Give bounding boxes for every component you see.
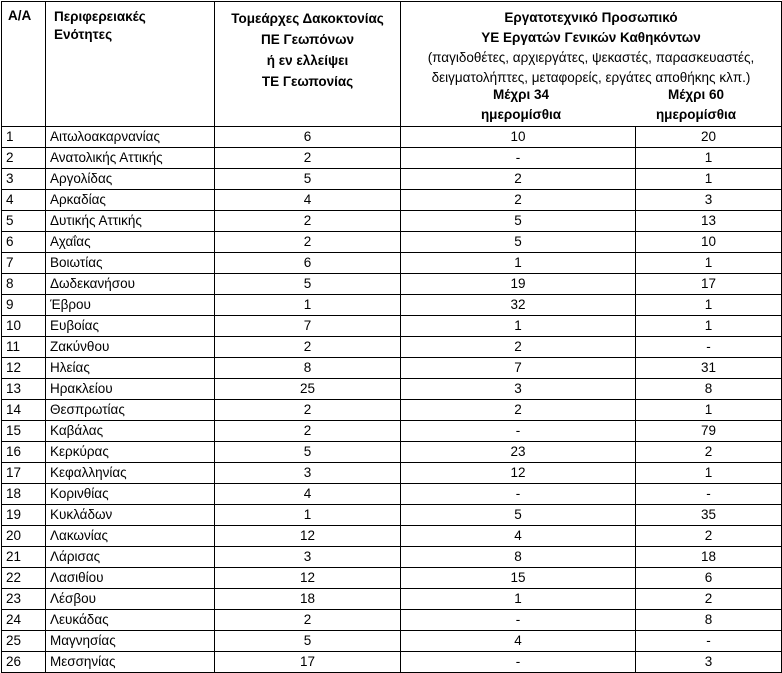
- region-name: Θεσπρωτίας: [46, 400, 215, 421]
- table-row: [2, 253, 782, 274]
- workers-up-to-60-count: 13: [636, 211, 782, 232]
- header-ye-workers: [401, 2, 782, 127]
- table-row: [2, 547, 782, 568]
- pe-supervisors-count: 3: [215, 463, 401, 484]
- row-number: 9: [2, 295, 46, 316]
- region-name: Αχαΐας: [46, 232, 215, 253]
- workers-up-to-34-count: 1: [401, 253, 636, 274]
- workers-up-to-60-count: 1: [636, 400, 782, 421]
- region-name: Βοιωτίας: [46, 253, 215, 274]
- workers-up-to-34-count: 7: [401, 358, 636, 379]
- header-pe-supervisors: [215, 2, 401, 127]
- workers-up-to-34-count: 1: [401, 589, 636, 610]
- workers-up-to-34-count: 10: [401, 127, 636, 148]
- workers-up-to-60-count: 2: [636, 526, 782, 547]
- header-region-line2: Ενότητες: [54, 27, 113, 42]
- region-name: Λάρισας: [46, 547, 215, 568]
- row-number: 7: [2, 253, 46, 274]
- region-name: Δυτικής Αττικής: [46, 211, 215, 232]
- header-region-line1: Περιφερειακές: [54, 9, 146, 24]
- workers-up-to-34-count: 3: [401, 379, 636, 400]
- workers-up-to-60-count: 1: [636, 316, 782, 337]
- table-row: [2, 526, 782, 547]
- row-number: 23: [2, 589, 46, 610]
- region-name: Ανατολικής Αττικής: [46, 148, 215, 169]
- table-row: [2, 589, 782, 610]
- header-row: [2, 2, 782, 127]
- header-60-line2: ημερομίσθια: [655, 107, 737, 122]
- row-number: 19: [2, 505, 46, 526]
- region-name: Λασιθίου: [46, 568, 215, 589]
- region-name: Μεσσηνίας: [46, 652, 215, 673]
- workers-up-to-60-count: 2: [636, 442, 782, 463]
- header-region: [46, 2, 215, 127]
- pe-supervisors-count: 5: [215, 442, 401, 463]
- region-name: Δωδεκανήσου: [46, 274, 215, 295]
- row-number: 24: [2, 610, 46, 631]
- table-row: [2, 316, 782, 337]
- pe-supervisors-count: 17: [215, 652, 401, 673]
- pe-supervisors-count: 2: [215, 400, 401, 421]
- workers-up-to-34-count: -: [401, 484, 636, 505]
- row-number: 3: [2, 169, 46, 190]
- pe-supervisors-count: 2: [215, 232, 401, 253]
- row-number: 21: [2, 547, 46, 568]
- table-row: [2, 169, 782, 190]
- region-name: Ευβοίας: [46, 316, 215, 337]
- table-row: [2, 190, 782, 211]
- region-name: Αιτωλοακαρνανίας: [46, 127, 215, 148]
- table-row: [2, 484, 782, 505]
- row-number: 11: [2, 337, 46, 358]
- table-row: [2, 337, 782, 358]
- region-name: Έβρου: [46, 295, 215, 316]
- header-ye-sub1: (παγιδοθέτες, αρχιεργάτες, ψεκαστές, παρασκευαστές,: [427, 50, 755, 65]
- header-pe-line4: ΤΕ Γεωπονίας: [261, 74, 354, 89]
- region-name: Κερκύρας: [46, 442, 215, 463]
- table-row: [2, 148, 782, 169]
- pe-supervisors-count: 2: [215, 610, 401, 631]
- workers-up-to-60-count: 8: [636, 610, 782, 631]
- table-row: [2, 379, 782, 400]
- workers-up-to-60-count: 35: [636, 505, 782, 526]
- region-name: Ηλείας: [46, 358, 215, 379]
- table-row: [2, 211, 782, 232]
- workers-up-to-34-count: 23: [401, 442, 636, 463]
- header-ye-line1: Εργατοτεχνικό Προσωπικό: [504, 10, 678, 25]
- workers-up-to-60-count: 2: [636, 589, 782, 610]
- pe-supervisors-count: 2: [215, 148, 401, 169]
- workers-up-to-60-count: 1: [636, 253, 782, 274]
- region-name: Λευκάδας: [46, 610, 215, 631]
- pe-supervisors-count: 2: [215, 211, 401, 232]
- header-34-line1: Μέχρι 34: [493, 87, 549, 102]
- header-up-to-34: [401, 85, 641, 125]
- workers-up-to-34-count: 19: [401, 274, 636, 295]
- workers-up-to-60-count: 3: [636, 652, 782, 673]
- row-number: 13: [2, 379, 46, 400]
- workers-up-to-60-count: 8: [636, 379, 782, 400]
- region-name: Ηρακλείου: [46, 379, 215, 400]
- region-name: Λακωνίας: [46, 526, 215, 547]
- region-name: Καβάλας: [46, 421, 215, 442]
- region-name: Αρκαδίας: [46, 190, 215, 211]
- workers-up-to-34-count: 1: [401, 316, 636, 337]
- pe-supervisors-count: 5: [215, 274, 401, 295]
- workers-up-to-34-count: 8: [401, 547, 636, 568]
- pe-supervisors-count: 2: [215, 421, 401, 442]
- workers-up-to-60-count: 1: [636, 295, 782, 316]
- workers-up-to-34-count: -: [401, 421, 636, 442]
- workers-up-to-34-count: 2: [401, 400, 636, 421]
- header-ye-line2: ΥΕ Εργατών Γενικών Καθηκόντων: [481, 30, 701, 45]
- pe-supervisors-count: 4: [215, 484, 401, 505]
- header-ye-sub2: δειγματολήπτες, μεταφορείς, εργάτες αποθήκης κλπ.): [431, 70, 751, 85]
- row-number: 16: [2, 442, 46, 463]
- header-no: Α/Α: [2, 2, 46, 127]
- table-row: [2, 358, 782, 379]
- workers-up-to-60-count: 17: [636, 274, 782, 295]
- workers-up-to-34-count: 4: [401, 631, 636, 652]
- row-number: 17: [2, 463, 46, 484]
- pe-supervisors-count: 7: [215, 316, 401, 337]
- row-number: 4: [2, 190, 46, 211]
- row-number: 18: [2, 484, 46, 505]
- table-row: [2, 295, 782, 316]
- workers-up-to-60-count: 10: [636, 232, 782, 253]
- pe-supervisors-count: 5: [215, 169, 401, 190]
- region-name: Κεφαλληνίας: [46, 463, 215, 484]
- workers-up-to-60-count: -: [636, 484, 782, 505]
- header-pe-line1: Τομεάρχες Δακοκτονίας: [231, 11, 384, 26]
- region-name: Αργολίδας: [46, 169, 215, 190]
- row-number: 2: [2, 148, 46, 169]
- workers-up-to-34-count: 15: [401, 568, 636, 589]
- table-row: [2, 127, 782, 148]
- workers-up-to-60-count: 6: [636, 568, 782, 589]
- pe-supervisors-count: 12: [215, 526, 401, 547]
- pe-supervisors-count: 4: [215, 190, 401, 211]
- workers-up-to-34-count: 2: [401, 337, 636, 358]
- row-number: 14: [2, 400, 46, 421]
- header-60-line1: Μέχρι 60: [668, 87, 724, 102]
- pe-supervisors-count: 18: [215, 589, 401, 610]
- workers-up-to-60-count: 18: [636, 547, 782, 568]
- row-number: 5: [2, 211, 46, 232]
- table-row: [2, 610, 782, 631]
- pe-supervisors-count: 6: [215, 127, 401, 148]
- region-name: Κυκλάδων: [46, 505, 215, 526]
- row-number: 22: [2, 568, 46, 589]
- table-row: [2, 421, 782, 442]
- workers-up-to-60-count: 31: [636, 358, 782, 379]
- row-number: 8: [2, 274, 46, 295]
- table-row: [2, 400, 782, 421]
- workers-up-to-60-count: 20: [636, 127, 782, 148]
- header-pe-line3: ή εν ελλείψει: [266, 53, 349, 68]
- table-row: [2, 652, 782, 673]
- pe-supervisors-count: 8: [215, 358, 401, 379]
- pe-supervisors-count: 25: [215, 379, 401, 400]
- header-34-line2: ημερομίσθια: [480, 107, 562, 122]
- row-number: 10: [2, 316, 46, 337]
- header-ye-subcolumns: [401, 85, 781, 125]
- table-row: [2, 442, 782, 463]
- workers-up-to-60-count: 1: [636, 148, 782, 169]
- region-name: Μαγνησίας: [46, 631, 215, 652]
- region-name: Λέσβου: [46, 589, 215, 610]
- pe-supervisors-count: 3: [215, 547, 401, 568]
- workers-up-to-34-count: 5: [401, 505, 636, 526]
- row-number: 1: [2, 127, 46, 148]
- region-name: Κορινθίας: [46, 484, 215, 505]
- workers-up-to-60-count: 79: [636, 421, 782, 442]
- table-row: [2, 232, 782, 253]
- workers-up-to-34-count: 5: [401, 232, 636, 253]
- header-up-to-60: [623, 85, 769, 125]
- pe-supervisors-count: 2: [215, 337, 401, 358]
- row-number: 15: [2, 421, 46, 442]
- row-number: 12: [2, 358, 46, 379]
- row-number: 26: [2, 652, 46, 673]
- workers-up-to-34-count: 32: [401, 295, 636, 316]
- workers-up-to-34-count: 2: [401, 169, 636, 190]
- table-row: [2, 568, 782, 589]
- workers-up-to-60-count: -: [636, 631, 782, 652]
- workers-up-to-34-count: -: [401, 652, 636, 673]
- pe-supervisors-count: 1: [215, 505, 401, 526]
- header-pe-line2: ΠΕ Γεωπόνων: [260, 32, 355, 47]
- workers-up-to-60-count: 1: [636, 463, 782, 484]
- workers-up-to-34-count: 2: [401, 190, 636, 211]
- workers-up-to-34-count: -: [401, 148, 636, 169]
- table-row: [2, 631, 782, 652]
- pe-supervisors-count: 12: [215, 568, 401, 589]
- workers-up-to-60-count: -: [636, 337, 782, 358]
- row-number: 25: [2, 631, 46, 652]
- table-row: [2, 274, 782, 295]
- staffing-table: [1, 1, 782, 673]
- pe-supervisors-count: 1: [215, 295, 401, 316]
- region-name: Ζακύνθου: [46, 337, 215, 358]
- pe-supervisors-count: 6: [215, 253, 401, 274]
- table-row: [2, 463, 782, 484]
- pe-supervisors-count: 5: [215, 631, 401, 652]
- workers-up-to-60-count: 1: [636, 169, 782, 190]
- row-number: 20: [2, 526, 46, 547]
- workers-up-to-60-count: 3: [636, 190, 782, 211]
- row-number: 6: [2, 232, 46, 253]
- table-row: [2, 505, 782, 526]
- workers-up-to-34-count: 12: [401, 463, 636, 484]
- workers-up-to-34-count: -: [401, 610, 636, 631]
- workers-up-to-34-count: 5: [401, 211, 636, 232]
- workers-up-to-34-count: 4: [401, 526, 636, 547]
